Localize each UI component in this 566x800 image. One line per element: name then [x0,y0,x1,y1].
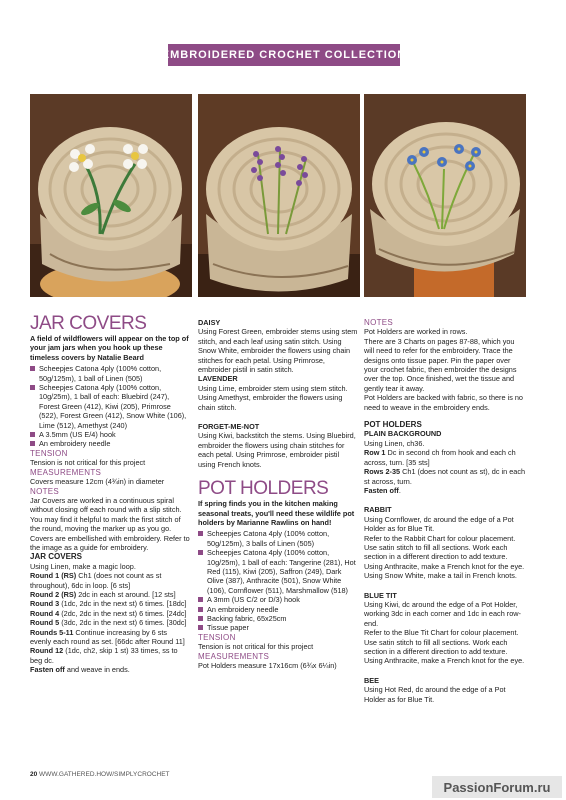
rabbit-text: Refer to the Rabbit Chart for colour placement. Use satin stitch to fill all sections. Work each section in a different direction to add texture. [364,533,516,562]
material-item: An embroidery needle [198,605,358,614]
lavender-jar-image [198,94,360,297]
material-item: Scheepjes Catona 4ply (100% cotton, 10g/25m), 1 ball of each: Tangerine (281), Hot Red (115), Kiwi (205), Saffron (249), Dark Olive (387), Anthracite (501), Snow White (106), Cornflower (511), Marshmallow (518) [198,548,358,595]
page-number: 20 [30,771,38,778]
jar-covers-title: JAR COVERS [30,313,147,334]
rabbit-text: Using Anthracite, make a French knot for the eye. [364,561,525,571]
round-line: Round 3 (1dc, 2dc in the next st) 6 times. [18dc] [30,599,187,609]
row-line: Rows 2-35 Ch1 (does not count as st), dc in each st across, turn. [364,467,526,486]
background-start: Using Linen, ch36. [364,438,425,448]
round-line: Round 4 (2dc, 2dc in the next st) 6 times. [24dc] [30,608,187,618]
material-item: Scheepjes Catona 4ply (100% cotton, 10g/25m), 1 ball of each: Bluebird (247), Forest Green (412), Kiwi (205), Primrose (522), Forest Green (412), Snow White (106), Lime (512), Amethyst (240) [30,383,190,430]
notes-heading: NOTES [30,486,60,496]
page-footer [30,771,170,778]
photo-lavender-jar [198,94,360,297]
notes-text: Pot Holders are worked in rows. [364,327,468,337]
round-line: Round 12 (1dc, ch2, skip 1 st) 33 times, ss to beg dc. [30,646,178,665]
daisy-heading: DAISY [198,318,221,327]
row-line: Fasten off. [364,485,401,495]
column-embroidery-pot-holders [198,318,358,670]
material-item: Backing fabric, 65x25cm [198,614,358,623]
round-line: Rounds 5-11 Continue increasing by 6 sts evenly each round as set. [66dc after Round 11] [30,627,185,646]
blue-tit-text: Refer to the Blue Tit Chart for colour placement. Use satin stitch to fill all sections. Work each section in a different direction to add texture. Using Anthracite, make a French knot for the eye. [364,628,525,666]
lavender-text: Using Lime, embroider stem using stem stitch. Using Amethyst, embroider the flowers using chain stitch. [198,383,348,412]
photo-forgetmenot-jar [364,94,526,297]
forgetmenot-text: Using Kiwi, backstitch the stems. Using Bluebird, embroider the flowers using chain stitches for each petal. Using Primrose, embroider pistil using French knots. [198,431,356,469]
blue-tit-text: Using Kiwi, dc around the edge of a Pot Holder, working 3dc in each corner and 1dc in each row-end. [364,599,521,628]
daisy-jar-image [30,94,192,297]
tension-heading: TENSION [30,448,68,458]
watermark: PassionForum.ru [432,776,562,798]
pot-holders-title: POT HOLDERS [198,478,329,500]
pot-holders-pattern-heading: POT HOLDERS [364,420,422,430]
jar-covers-pattern-heading: JAR COVERS [30,552,83,562]
daisy-text: Using Forest Green, embroider stems using stem stitch, and each leaf using satin stitch. Using Snow White, embroider the flowers using chain stitches for each petal. Using Primrose, embroider pistil in satin stitch. [198,327,358,375]
jar-covers-start: Using Linen, make a magic loop. [30,561,136,571]
rabbit-text: Using Snow White, make a tail in French knots. [364,571,517,581]
measurements-heading: MEASUREMENTS [198,651,270,661]
forgetmenot-jar-image [364,94,526,297]
tension-text: Tension is not critical for this project [30,458,146,468]
measurements-text: Pot Holders measure 17x16cm (6¾x 6¼in) [198,661,337,670]
rabbit-heading: RABBIT [364,505,392,515]
forgetmenot-heading: FORGET-ME-NOT [198,422,260,432]
notes-text: Jar Covers are worked in a continuous spiral without closing off each round with a slip stitch. You may find it helpful to mark the first stitch of the round, moving the marker up as you go. Covers are embellished with embroidery. Refer to the image as a guide for embroidery. [30,495,190,552]
round-line: Round 1 (RS) Ch1 (does not count as st throughout), 6dc in loop. [6 sts] [30,571,162,590]
blue-tit-heading: BLUE TIT [364,590,397,600]
tension-text: Tension is not critical for this project [198,642,314,652]
jar-covers-intro: A field of wildflowers will appear on the top of your jam jars when you hook up these timeless covers by Natalie Beard [30,334,189,362]
column-jar-covers [30,314,190,675]
section-banner [161,44,407,66]
round-line: Fasten off and weave in ends. [30,665,130,675]
material-item: Tissue paper [198,623,358,632]
lavender-heading: LAVENDER [198,374,238,384]
notes-text: Pot Holders are backed with fabric, so there is no need to weave in the embroidery ends. [364,393,523,412]
row-line: Row 1 Dc in second ch from hook and each ch across, turn. [35 sts] [364,448,516,467]
rabbit-text: Using Cornflower, dc around the edge of a Pot Holder as for Blue Tit. [364,514,514,534]
material-item: A 3.5mm (US E/4) hook [30,430,190,439]
material-item: A 3mm (US C/2 or D/3) hook [198,595,358,604]
plain-background-heading: PLAIN BACKGROUND [364,429,442,439]
tension-heading: TENSION [198,632,236,642]
notes-heading: NOTES [364,318,394,327]
bee-text: Using Hot Red, dc around the edge of a Pot Holder as for Blue Tit. [364,685,506,704]
measurements-heading: MEASUREMENTS [30,467,102,477]
column-pot-holder-pattern [364,318,526,704]
material-item: An embroidery needle [30,439,190,448]
notes-text: There are 3 Charts on pages 87-88, which you will need to refer for the embroidery. Trace the designs onto tissue paper. Pin the paper over your crochet fabric, then embroider the designs over the top. Once finished, wet the tissue and gently tear it away. [364,336,517,393]
footer-url[interactable]: WWW.GATHERED.HOW/SIMPLYCROCHET [39,771,170,778]
round-line: Round 2 (RS) 2dc in each st around. [12 sts] [30,589,176,599]
bee-heading: BEE [364,675,380,685]
round-line: Round 5 (3dc, 2dc in the next st) 6 times. [30dc] [30,618,187,628]
pot-holders-intro: If spring finds you in the kitchen making seasonal treats, you'll need these wildlife pot holders by Marianne Rawlins on hand! [198,499,355,527]
measurements-text: Covers measure 12cm (4¾in) in diameter [30,477,165,487]
photo-daisy-jar [30,94,192,297]
banner-title: EMBROIDERED CROCHET COLLECTION [161,49,407,61]
material-item: Scheepjes Catona 4ply (100% cotton, 50g/125m), 1 ball of Linen (505) [30,364,190,383]
material-item: Scheepjes Catona 4ply (100% cotton, 50g/125m), 3 balls of Linen (505) [198,529,358,548]
